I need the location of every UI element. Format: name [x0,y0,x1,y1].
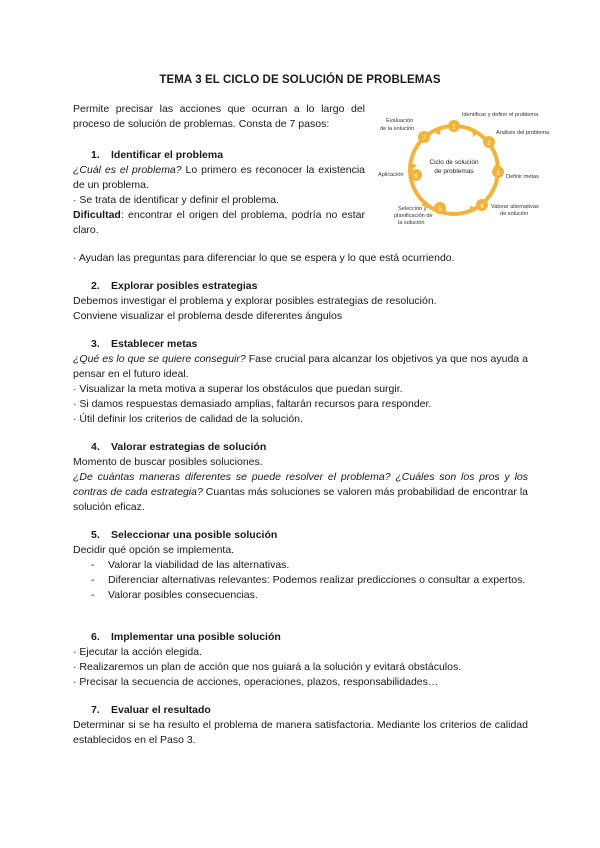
step-label: planificación de [394,213,433,219]
step-label: de la solución [380,126,415,132]
section-line: Debemos investigar el problema y explorar posibles estrategias de resolución. [73,295,437,307]
section-paragraph: ¿Cuál es el problema? Lo primero es reconocer la existencia de un problema. [73,164,366,191]
section-heading: 6. Implementar una posible solución [91,631,281,643]
section-2 [73,279,528,324]
step-label: Evaluación [386,118,414,124]
section-line: · Ejecutar la acción elegida. [73,646,202,658]
list-item: - Diferenciar alternativas relevantes: Podemos realizar predicciones o consultar a expertos. [73,573,528,588]
section-paragraph: Determinar si se ha resulto el problema de manera satisfactoria. Mediante los criterios de calidad establecidos en el Paso 3. [73,719,528,746]
section-5 [73,528,528,603]
section-4 [73,440,528,515]
section-7 [73,703,528,748]
cycle-diagram [372,104,568,236]
section-heading: 7. Evaluar el resultado [91,704,211,716]
section-heading: 1. Identificar el problema [91,149,224,161]
section-line: Conviene visualizar el problema desde diferentes ángulos [73,310,343,322]
step-number: 1 [452,125,456,131]
step-number: 2 [487,141,491,147]
section-paragraph: ¿De cuántas maneras diferentes se puede resolver el problema? ¿Cuáles son los pros y los contras de cada estrategia? Cuantas más soluciones se valoren más probabilidad de encontrar la solución eficaz. [73,471,528,513]
section-heading: 2. Explorar posibles estrategias [91,280,258,292]
section-3 [73,337,528,427]
step-label: Identificar y definir el problema [462,112,539,118]
step-2 [483,130,550,148]
step-label: Análisis del problema [496,130,550,136]
section-line: Momento de buscar posibles soluciones. [73,456,263,468]
cycle-diagram-svg [372,104,568,236]
section-6 [73,630,528,690]
section-heading: 4. Valorar estrategias de solución [91,441,267,453]
section-line: · Si damos respuestas demasiado amplias, faltarán recursos para responder. [73,398,432,410]
step-5 [394,202,446,226]
page-title: TEMA 3 EL CICLO DE SOLUCIÓN DE PROBLEMAS [159,74,441,86]
section-heading: 3. Establecer metas [91,338,198,350]
step-7 [380,118,430,143]
section-line: · Visualizar la meta motiva a superar los obstáculos que puedan surgir. [73,383,403,395]
diagram-center-label: Ciclo de solución [429,159,479,166]
intro-paragraph: Permite precisar las acciones que ocurran a lo largo del proceso de solución de problemas. Consta de 7 pasos: [73,103,365,130]
step-6 [378,169,422,181]
step-3 [492,166,539,180]
section-heading: 5. Seleccionar una posible solución [91,529,278,541]
section-paragraph: ¿Qué es lo que se quiere conseguir? Fase crucial para alcanzar los objetivos ya que nos ayuda a pensar en el futuro ideal. [73,353,528,380]
step-number: 5 [438,207,442,213]
step-number: 6 [414,174,418,180]
step-label: Aplicación [378,172,404,178]
step-number: 4 [480,204,484,210]
step-number: 3 [496,171,500,177]
section-line: · Se trata de identificar y definir el problema. [73,194,280,206]
step-4 [476,199,539,217]
step-label: Selección y [398,206,427,212]
section-line: · Útil definir los criterios de calidad de la solución. [73,413,303,425]
step-label: Valorar alternativas [491,204,539,210]
diagram-center-label: de problemas [434,168,474,175]
section-line: Dificultad: encontrar el origen del problema, podría no estar claro. [73,209,365,236]
section-line: Decidir qué opción se implementa. [73,544,235,556]
step-label: la solución [398,220,425,226]
section-line: · Realizaremos un plan de acción que nos guiará a la solución y evitará obstáculos. [73,661,462,673]
dash-list [73,558,528,603]
list-item: - Valorar posibles consecuencias. [73,588,528,603]
step-1 [448,112,539,132]
step-number: 7 [422,136,426,142]
section-line: · Ayudan las preguntas para diferenciar lo que se espera y lo que está ocurriendo. [73,252,455,264]
section-line: · Precisar la secuencia de acciones, operaciones, plazos, responsabilidades… [73,676,439,688]
step-label: de solución [500,211,529,217]
list-item: - Valorar la viabilidad de las alternativas. [73,558,528,573]
section-1 [73,148,365,238]
step-label: Definir metas [506,174,539,180]
